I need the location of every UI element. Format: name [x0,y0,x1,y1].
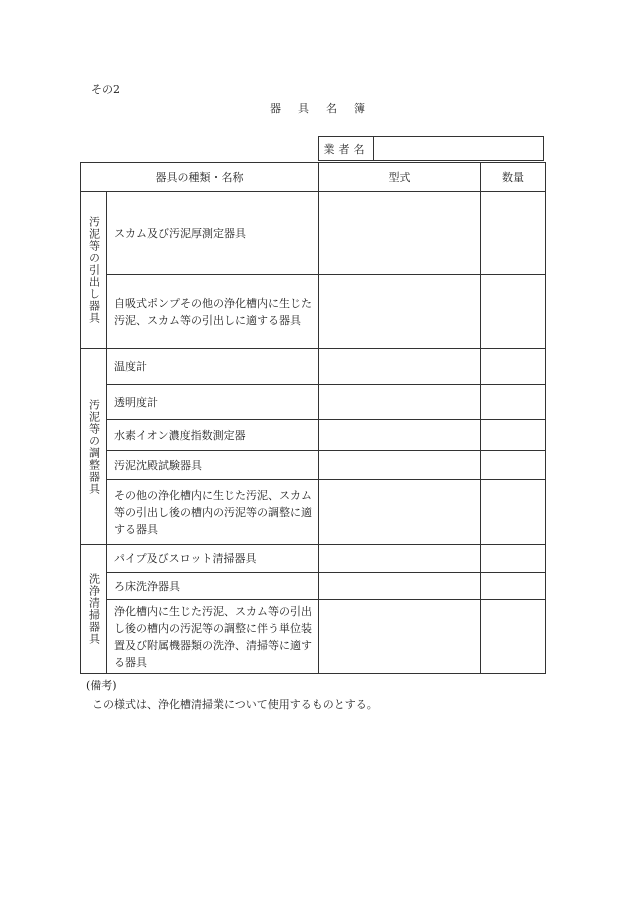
title-char: 具 [298,102,309,115]
header-model: 型式 [319,163,481,192]
item-name: その他の浄化槽内に生じた汚泥、スカム等の引出し後の槽内の汚泥等の調整に適する器具 [107,480,319,545]
model-cell[interactable] [319,545,481,573]
model-cell[interactable] [319,451,481,480]
table-header-row [81,163,546,192]
quantity-cell[interactable] [481,573,546,600]
item-name: 透明度計 [107,385,319,420]
equipment-table [80,162,546,674]
table-row [81,349,546,385]
table-row [81,275,546,349]
item-name: 自吸式ポンプその他の浄化槽内に生じた汚泥、スカム等の引出しに適する器具 [107,275,319,349]
model-cell[interactable] [319,275,481,349]
table-row [81,573,546,600]
title-char: 器 [270,102,281,115]
quantity-cell[interactable] [481,420,546,451]
table-row [81,385,546,420]
model-cell[interactable] [319,192,481,275]
form-id: その2 [91,83,120,96]
table-row [81,545,546,573]
table-row [81,480,546,545]
page-title [270,100,365,116]
remark-text: この様式は、浄化槽清掃業について使用するものとする。 [92,698,378,711]
item-name: 水素イオン濃度指数測定器 [107,420,319,451]
quantity-cell[interactable] [481,451,546,480]
item-name: 浄化槽内に生じた汚泥、スカム等の引出し後の槽内の汚泥等の調整に伴う単位装置及び附属機器類の洗浄、清掃等に適する器具 [107,600,319,674]
item-name: 汚泥沈殿試験器具 [107,451,319,480]
item-name: ろ床洗浄器具 [107,573,319,600]
title-char: 簿 [354,102,365,115]
model-cell[interactable] [319,349,481,385]
table-row [81,600,546,674]
item-name: 温度計 [107,349,319,385]
category-cell: 汚泥等の引出し器具 [81,192,107,349]
quantity-cell[interactable] [481,385,546,420]
model-cell[interactable] [319,420,481,451]
header-type-name: 器具の種類・名称 [81,163,319,192]
category-cell: 洗浄清掃器具 [81,545,107,674]
item-name: スカム及び汚泥厚測定器具 [107,192,319,275]
table-row [81,451,546,480]
title-char: 名 [326,102,337,115]
quantity-cell[interactable] [481,600,546,674]
model-cell[interactable] [319,600,481,674]
notes-label: (備考) [86,679,117,692]
quantity-cell[interactable] [481,480,546,545]
model-cell[interactable] [319,573,481,600]
business-name-field[interactable] [374,137,543,160]
quantity-cell[interactable] [481,545,546,573]
header-quantity: 数量 [481,163,546,192]
business-name-label: 業者名 [319,137,374,160]
model-cell[interactable] [319,480,481,545]
table-row [81,192,546,275]
category-cell: 汚泥等の調整器具 [81,349,107,545]
quantity-cell[interactable] [481,192,546,275]
quantity-cell[interactable] [481,349,546,385]
business-name-box [318,136,544,161]
table-row [81,420,546,451]
quantity-cell[interactable] [481,275,546,349]
item-name: パイプ及びスロット清掃器具 [107,545,319,573]
model-cell[interactable] [319,385,481,420]
